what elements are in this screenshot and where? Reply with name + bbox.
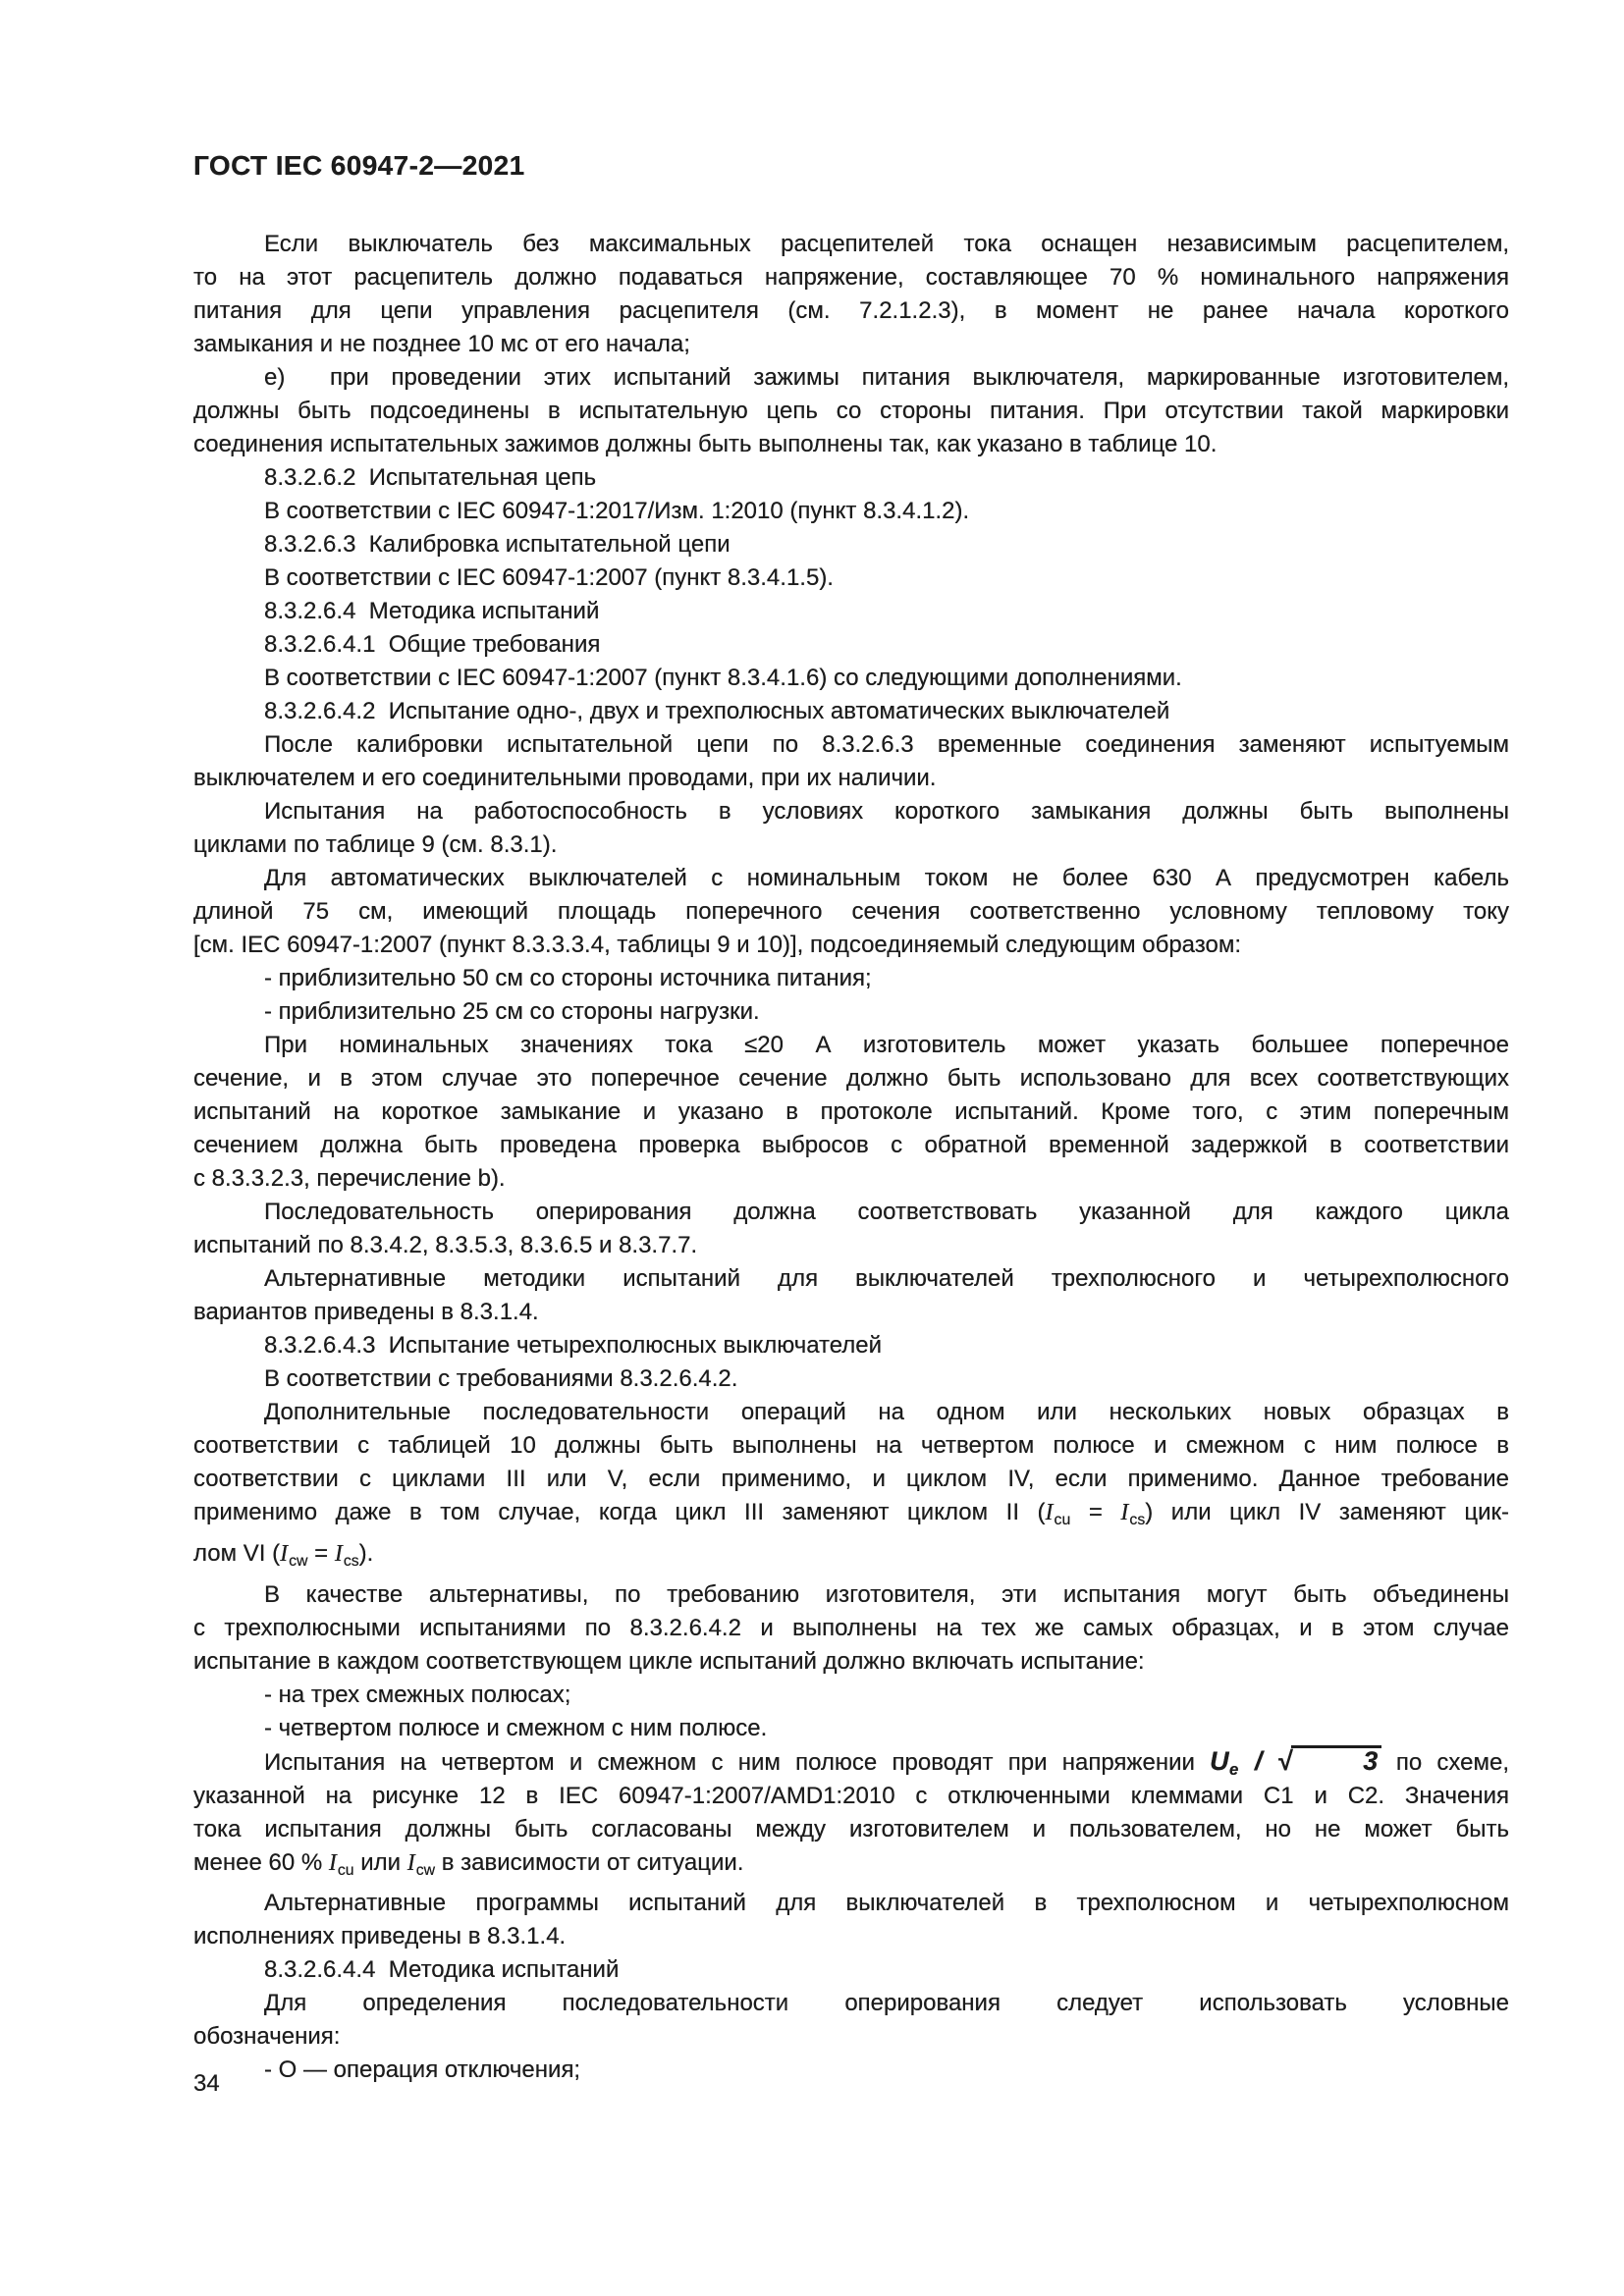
text-line: сечение, и в этом случае это поперечное сечение должно быть использовано для всех соответствующих: [193, 1065, 1509, 1092]
paragraph-list-item: [193, 962, 1509, 995]
text-line: длиной 75 см, имеющий площадь поперечного сечения соответственно условному тепловому току: [193, 898, 1509, 925]
text-line: 8.3.2.6.4.4 Методика испытаний: [264, 1956, 620, 1984]
text-line: 8.3.2.6.4.2 Испытание одно-, двух и трехполюсных автоматических выключателей: [264, 698, 1170, 724]
text-line: замыкания и не позднее 10 мс от его начала;: [193, 331, 690, 357]
text-line: соединения испытательных зажимов должны быть выполнены так, как указано в таблице 10.: [193, 431, 1218, 457]
symbol-I-cu: Icu: [328, 1849, 354, 1879]
text-line: В соответствии с IEC 60947-1:2017/Изм. 1:2010 (пункт 8.3.4.1.2).: [264, 498, 970, 524]
text-line: е) при проведении этих испытаний зажимы питания выключателя, маркированные изготовителем,: [264, 364, 1509, 391]
paragraph-body: [193, 1396, 1509, 1578]
paragraph-clause-heading: [193, 595, 1509, 628]
text-line: Для автоматических выключателей с номинальным током не более 630 А предусмотрен кабель: [264, 865, 1509, 891]
symbol-I-cs: Ics: [334, 1540, 359, 1570]
text-line: - приблизительно 25 см со стороны нагрузки.: [264, 998, 760, 1025]
paragraph-list-item: [193, 361, 1509, 461]
paragraph-clause-heading: [193, 628, 1509, 662]
text-line: Альтернативные программы испытаний для выключателей в трехполюсном и четырехполюсном: [264, 1890, 1509, 1917]
text-line: 8.3.2.6.4.1 Общие требования: [264, 631, 601, 658]
text-line: 8.3.2.6.4 Методика испытаний: [264, 598, 600, 624]
text-line: применимо даже в том случае, когда цикл III заменяют циклом II (Icu = Ics) или цикл IV заменяют цик-: [193, 1499, 1509, 1528]
symbol-I-cw: Icw: [406, 1849, 436, 1879]
page-header-title: ГОСТ IEC 60947-2—2021: [193, 150, 525, 181]
document-body: [193, 228, 1509, 2087]
text-line: [см. IEC 60947-1:2007 (пункт 8.3.3.3.4, таблицы 9 и 10)], подсоединяемый следующим образом:: [193, 932, 1242, 958]
text-line: Испытания на работоспособность в условиях короткого замыкания должны быть выполнены: [264, 798, 1509, 825]
paragraph-body: [193, 1362, 1509, 1396]
paragraph-clause-heading: [193, 1329, 1509, 1362]
text-line: питания для цепи управления расцепителя (см. 7.2.1.2.3), в момент не ранее начала короткого: [193, 297, 1509, 324]
paragraph-body: [193, 1745, 1509, 1888]
text-line: сечением должна быть проведена проверка выбросов с обратной временной задержкой в соответствии: [193, 1132, 1509, 1158]
paragraph-body: [193, 728, 1509, 795]
text-line: - четвертом полюсе и смежном с ним полюсе.: [264, 1714, 768, 1741]
text-line: - О — операция отключения;: [264, 2056, 581, 2084]
paragraph-body: [193, 662, 1509, 695]
text-line: тока испытания должны быть согласованы между изготовителем и пользователем, но не может быть: [193, 1815, 1509, 1842]
paragraph-body: [193, 1578, 1509, 1679]
paragraph-body: [193, 495, 1509, 528]
text-line: - на трех смежных полюсах;: [264, 1681, 571, 1708]
paragraph-list-item: [193, 1679, 1509, 1712]
text-line: После калибровки испытательной цепи по 8.3.2.6.3 временные соединения заменяют испытуемым: [264, 731, 1509, 758]
paragraph-list-item: [193, 1712, 1509, 1745]
text-line: Испытания на четвертом и смежном с ним полюсе проводят при напряжении Ue / √ 3 по схеме,: [264, 1745, 1510, 1779]
paragraph-body: [193, 1029, 1509, 1196]
text-line: При номинальных значениях тока ≤20 А изготовитель может указать большее поперечное: [264, 1032, 1509, 1058]
paragraph-body: [193, 1262, 1509, 1329]
text-line: Альтернативные методики испытаний для выключателей трехполюсного и четырехполюсного: [264, 1265, 1509, 1292]
text-line: должны быть подсоединены в испытательную цепь со стороны питания. При отсутствии такой маркировки: [193, 398, 1509, 424]
text-line: Дополнительные последовательности операций на одном или нескольких новых образцах в: [264, 1399, 1509, 1425]
paragraph-list-item: [193, 2054, 1509, 2087]
text-line: 8.3.2.6.4.3 Испытание четырехполюсных выключателей: [264, 1332, 883, 1359]
text-line: В соответствии с IEC 60947-1:2007 (пункт 8.3.4.1.5).: [264, 564, 834, 591]
text-line: указанной на рисунке 12 в IEC 60947-1:2007/AMD1:2010 с отключенными клеммами C1 и C2. Значения: [193, 1782, 1509, 1809]
text-line: 8.3.2.6.3 Калибровка испытательной цепи: [264, 531, 731, 558]
paragraph-clause-heading: [193, 1953, 1509, 1987]
text-line: исполнениях приведены в 8.3.1.4.: [193, 1923, 567, 1950]
paragraph-body: [193, 228, 1509, 361]
text-line: с трехполюсными испытаниями по 8.3.2.6.4.2 и выполнены на тех же самых образцах, и в этом случае: [193, 1614, 1509, 1641]
text-line: - приблизительно 50 см со стороны источника питания;: [264, 965, 872, 991]
paragraph-body: [193, 561, 1509, 595]
symbol-I-cs: Ics: [1120, 1500, 1146, 1528]
paragraph-body: [193, 1887, 1509, 1953]
text-line: испытаний на короткое замыкание и указано в протоколе испытаний. Кроме того, с этим поперечным: [193, 1098, 1509, 1125]
symbol-I-cw: Icw: [280, 1540, 308, 1570]
text-line: В соответствии с требованиями 8.3.2.6.4.2.: [264, 1365, 738, 1392]
text-line: то на этот расцепитель должно подаваться напряжение, составляющее 70 % номинального напряжения: [193, 264, 1509, 291]
paragraph-body: [193, 1196, 1509, 1262]
text-line: вариантов приведены в 8.3.1.4.: [193, 1299, 539, 1325]
page-number: 34: [193, 2070, 220, 2097]
paragraph-clause-heading: [193, 695, 1509, 728]
text-line: циклами по таблице 9 (см. 8.3.1).: [193, 831, 558, 858]
text-line: соответствии с циклами III или V, если применимо, и циклом IV, если применимо. Данное требование: [193, 1466, 1509, 1492]
paragraph-body: [193, 795, 1509, 862]
text-line: Если выключатель без максимальных расцепителей тока оснащен независимым расцепителем,: [264, 231, 1509, 257]
text-line: Для определения последовательности оперирования следует использовать условные: [264, 1990, 1509, 2017]
text-line: 8.3.2.6.2 Испытательная цепь: [264, 464, 597, 491]
paragraph-list-item: [193, 995, 1509, 1029]
text-line: В соответствии с IEC 60947-1:2007 (пункт 8.3.4.1.6) со следующими дополнениями.: [264, 665, 1182, 691]
text-line: выключателем и его соединительными проводами, при их наличии.: [193, 765, 937, 791]
paragraph-body: [193, 862, 1509, 962]
text-line: обозначения:: [193, 2023, 341, 2051]
text-line: с 8.3.3.2.3, перечисление b).: [193, 1165, 506, 1192]
text-line: испытание в каждом соответствующем цикле испытаний должно включать испытание:: [193, 1647, 1145, 1675]
text-line: лом VI (Icw = Ics).: [193, 1539, 374, 1570]
text-line: Последовательность оперирования должна соответствовать указанной для каждого цикла: [264, 1199, 1509, 1225]
text-line: менее 60 % Icu или Icw в зависимости от ситуации.: [193, 1848, 744, 1879]
text-line: В качестве альтернативы, по требованию изготовителя, эти испытания могут быть объединены: [264, 1580, 1509, 1608]
paragraph-body: [193, 1987, 1509, 2054]
formula-ue-div-sqrt3: Ue / √ 3: [1210, 1746, 1380, 1776]
text-line: испытаний по 8.3.4.2, 8.3.5.3, 8.3.6.5 и 8.3.7.7.: [193, 1232, 698, 1258]
symbol-I-cu: Icu: [1045, 1500, 1071, 1528]
paragraph-clause-heading: [193, 461, 1509, 495]
paragraph-clause-heading: [193, 528, 1509, 561]
text-line: соответствии с таблицей 10 должны быть выполнены на четвертом полюсе и смежном с ним полюсе в: [193, 1432, 1509, 1459]
